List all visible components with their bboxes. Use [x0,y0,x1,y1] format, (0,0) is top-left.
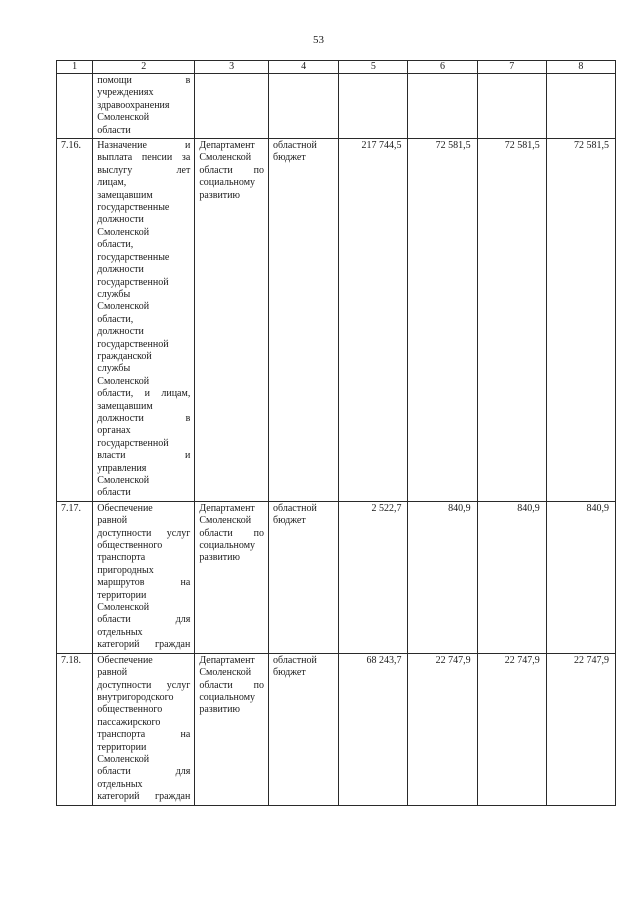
cell-line: бюджет [273,152,306,164]
cell-line: Смоленской [199,667,252,679]
cell-line: маршрутов на [97,577,191,589]
table-row [57,139,616,502]
cell-line: Смоленской [97,602,150,614]
cell-line: лицам, [97,177,127,189]
cell-line: бюджет [273,515,306,527]
cell-line: доступности услуг [97,527,191,539]
cell-line: пассажирского [97,716,161,728]
cell-line: социальному [199,540,256,552]
cell-line: области для [97,614,191,626]
value-cell [408,74,477,139]
cell-line: гражданской [97,350,152,362]
value-cell-v8: 840,9 [546,501,615,653]
value-cell-v5: 217 744,5 [339,139,408,502]
cell-line: службы [97,288,131,300]
cell-line: области по [199,679,265,691]
value-cell-v7: 840,9 [477,501,546,653]
cell-line: области, [97,313,134,325]
page-number: 53 [313,34,324,46]
value-cell [477,74,546,139]
cell-line: территории [97,741,147,753]
cell-line: категорий граждан [97,791,191,803]
value-cell [339,74,408,139]
cell-line: областной [273,654,317,666]
cell-line: областной [273,140,317,152]
value-cell-v5: 2 522,7 [339,501,408,653]
value-cell-v6: 22 747,9 [408,653,477,805]
table-row [57,653,616,805]
cell-line: территории [97,589,147,601]
cell-line: отдельных [97,778,143,790]
cell-line: области по [199,527,265,539]
cell-line: Департамент [199,502,255,514]
cell-line: развитию [199,189,240,201]
cell-line: должности [97,264,144,276]
cell-line: категорий граждан [97,639,191,651]
cell-line: замещавшим [97,400,153,412]
cell-line: транспорта [97,552,146,564]
cell-line: транспорта на [97,729,191,741]
column-header: 1 [57,61,93,74]
column-number-row [57,61,616,74]
cell-line: области [97,124,131,136]
executor-cell [195,653,269,805]
cell-line: учреждениях [97,87,154,99]
cell-line: государственные [97,251,170,263]
column-header: 8 [546,61,615,74]
continuation-row [57,74,616,139]
measure-name-cell [93,501,195,653]
cell-line: Департамент [199,140,255,152]
executor-cell [195,139,269,502]
cell-line: государственной [97,338,169,350]
value-cell-v7: 22 747,9 [477,653,546,805]
value-cell-v5: 68 243,7 [339,653,408,805]
cell-line: Смоленской [199,152,252,164]
row-number-cell [57,74,93,139]
cell-line: управления [97,462,147,474]
cell-line: бюджет [273,667,306,679]
continuation-name-cell [93,74,195,139]
cell-line: Обеспечение [97,654,153,666]
cell-line: социальному [199,691,256,703]
cell-line: государственной [97,276,169,288]
cell-line: Назначение и [97,140,191,152]
cell-line: общественного [97,704,163,716]
cell-line: области [97,487,131,499]
cell-line: Департамент [199,654,255,666]
cell-line: общественного [97,540,163,552]
value-cell-v6: 72 581,5 [408,139,477,502]
cell-line: равной [97,515,128,527]
column-header: 5 [339,61,408,74]
cell-line: равной [97,667,128,679]
row-number-cell: 7.18. [57,653,93,805]
cell-line: Обеспечение [97,502,153,514]
cell-line: должности [97,326,144,338]
funding-source-cell [269,501,339,653]
cell-line: Смоленской [97,226,150,238]
executor-cell [195,74,269,139]
cell-line: Смоленской [199,515,252,527]
cell-line: развитию [199,704,240,716]
cell-line: областной [273,502,317,514]
column-header: 6 [408,61,477,74]
cell-line: должности [97,214,144,226]
cell-line: Смоленской [97,375,150,387]
cell-line: Смоленской [97,753,150,765]
column-header: 7 [477,61,546,74]
cell-line: внутригородского [97,691,174,703]
cell-line: развитию [199,552,240,564]
cell-line: доступности услуг [97,679,191,691]
column-header: 4 [269,61,339,74]
cell-line: органах [97,425,131,437]
value-cell [546,74,615,139]
value-cell-v8: 72 581,5 [546,139,615,502]
cell-line: должности в [97,412,191,424]
cell-line: государственной [97,437,169,449]
cell-line: Смоленской [97,112,150,124]
cell-line: службы [97,363,131,375]
cell-line: государственные [97,202,170,214]
cell-line: выплата пенсии за [97,152,191,164]
cell-line: Смоленской [97,301,150,313]
funding-source-cell [269,653,339,805]
cell-line: помощи в [97,75,191,86]
executor-cell [195,501,269,653]
cell-line: области, [97,239,134,251]
measure-name-cell [93,139,195,502]
cell-line: здравоохранения [97,99,170,111]
cell-line: области для [97,766,191,778]
cell-line: замещавшим [97,189,153,201]
row-number-cell: 7.17. [57,501,93,653]
cell-line: Смоленской [97,475,150,486]
source-cell [269,74,339,139]
column-header: 2 [93,61,195,74]
cell-line: области по [199,164,265,176]
table-row [57,501,616,653]
cell-line: власти и [97,450,191,462]
cell-line: области, и лицам, [97,388,191,400]
cell-line: социальному [199,177,256,189]
row-number-cell: 7.16. [57,139,93,502]
column-header: 3 [195,61,269,74]
program-table [56,60,616,806]
cell-line: отдельных [97,626,143,638]
funding-source-cell [269,139,339,502]
value-cell-v8: 22 747,9 [546,653,615,805]
measure-name-cell [93,653,195,805]
value-cell-v7: 72 581,5 [477,139,546,502]
value-cell-v6: 840,9 [408,501,477,653]
cell-line: выслугу лет [97,164,191,176]
cell-line: пригородных [97,564,154,576]
